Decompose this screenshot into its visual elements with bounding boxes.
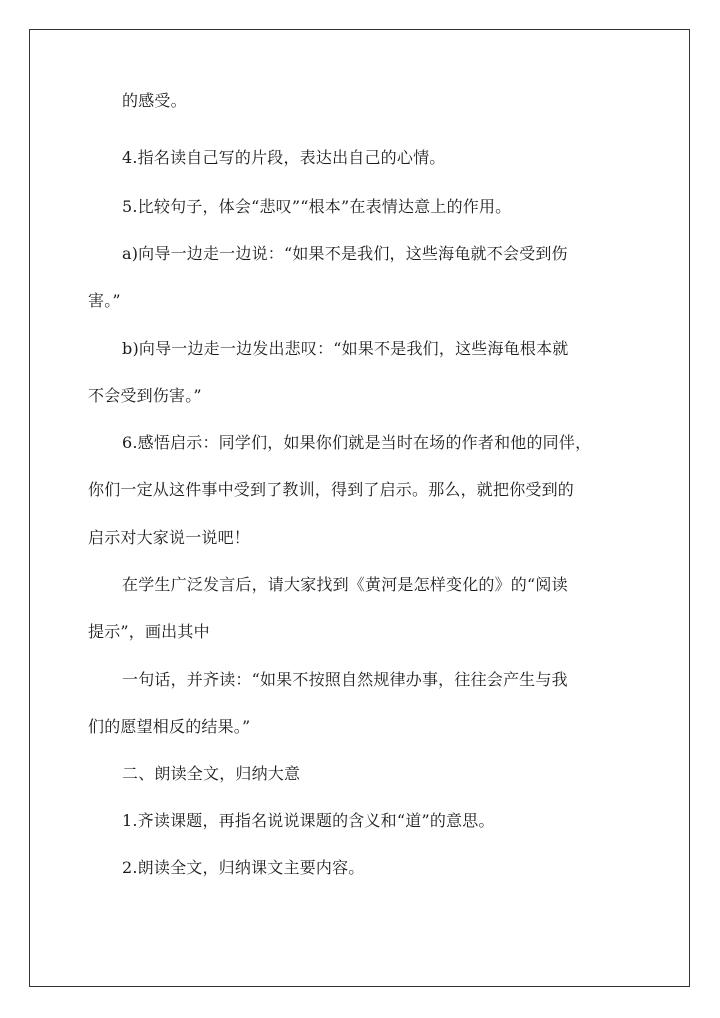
text-line: 1.齐读课题，再指名说说课题的含义和“道”的意思。 (122, 811, 495, 830)
text-line: 启示对大家说一说吧！ (88, 528, 251, 547)
text-line: 一句话，并齐读：“如果不按照自然规律办事，往往会产生与我 (122, 670, 568, 689)
text-line: a)向导一边走一边说：“如果不是我们，这些海龟就不会受到伤 (122, 244, 568, 263)
text-line: 们的愿望相反的结果。” (88, 717, 251, 736)
text-line: 6.感悟启示：同学们，如果你们就是当时在场的作者和他的同伴， (122, 433, 592, 452)
text-line: 你们一定从这件事中受到了教训，得到了启示。那么，就把你受到的 (88, 480, 575, 499)
text-line: 5.比较句子，体会“悲叹”“根本”在表情达意上的作用。 (122, 197, 512, 216)
text-line: 2.朗读全文，归纳课文主要内容。 (122, 858, 365, 877)
text-line: 害。” (88, 291, 121, 310)
text-line: 提示”，画出其中 (88, 622, 210, 641)
text-line: 4.指名读自己写的片段，表达出自己的心情。 (122, 148, 446, 167)
text-line: 不会受到伤害。” (88, 386, 202, 405)
page-border (29, 29, 690, 987)
text-line: b)向导一边走一边发出悲叹：“如果不是我们，这些海龟根本就 (122, 339, 569, 358)
section-heading: 二、朗读全文，归纳大意 (122, 764, 301, 783)
text-line: 在学生广泛发言后，请大家找到《黄河是怎样变化的》的“阅读 (122, 575, 568, 594)
text-line: 的感受。 (122, 91, 187, 110)
